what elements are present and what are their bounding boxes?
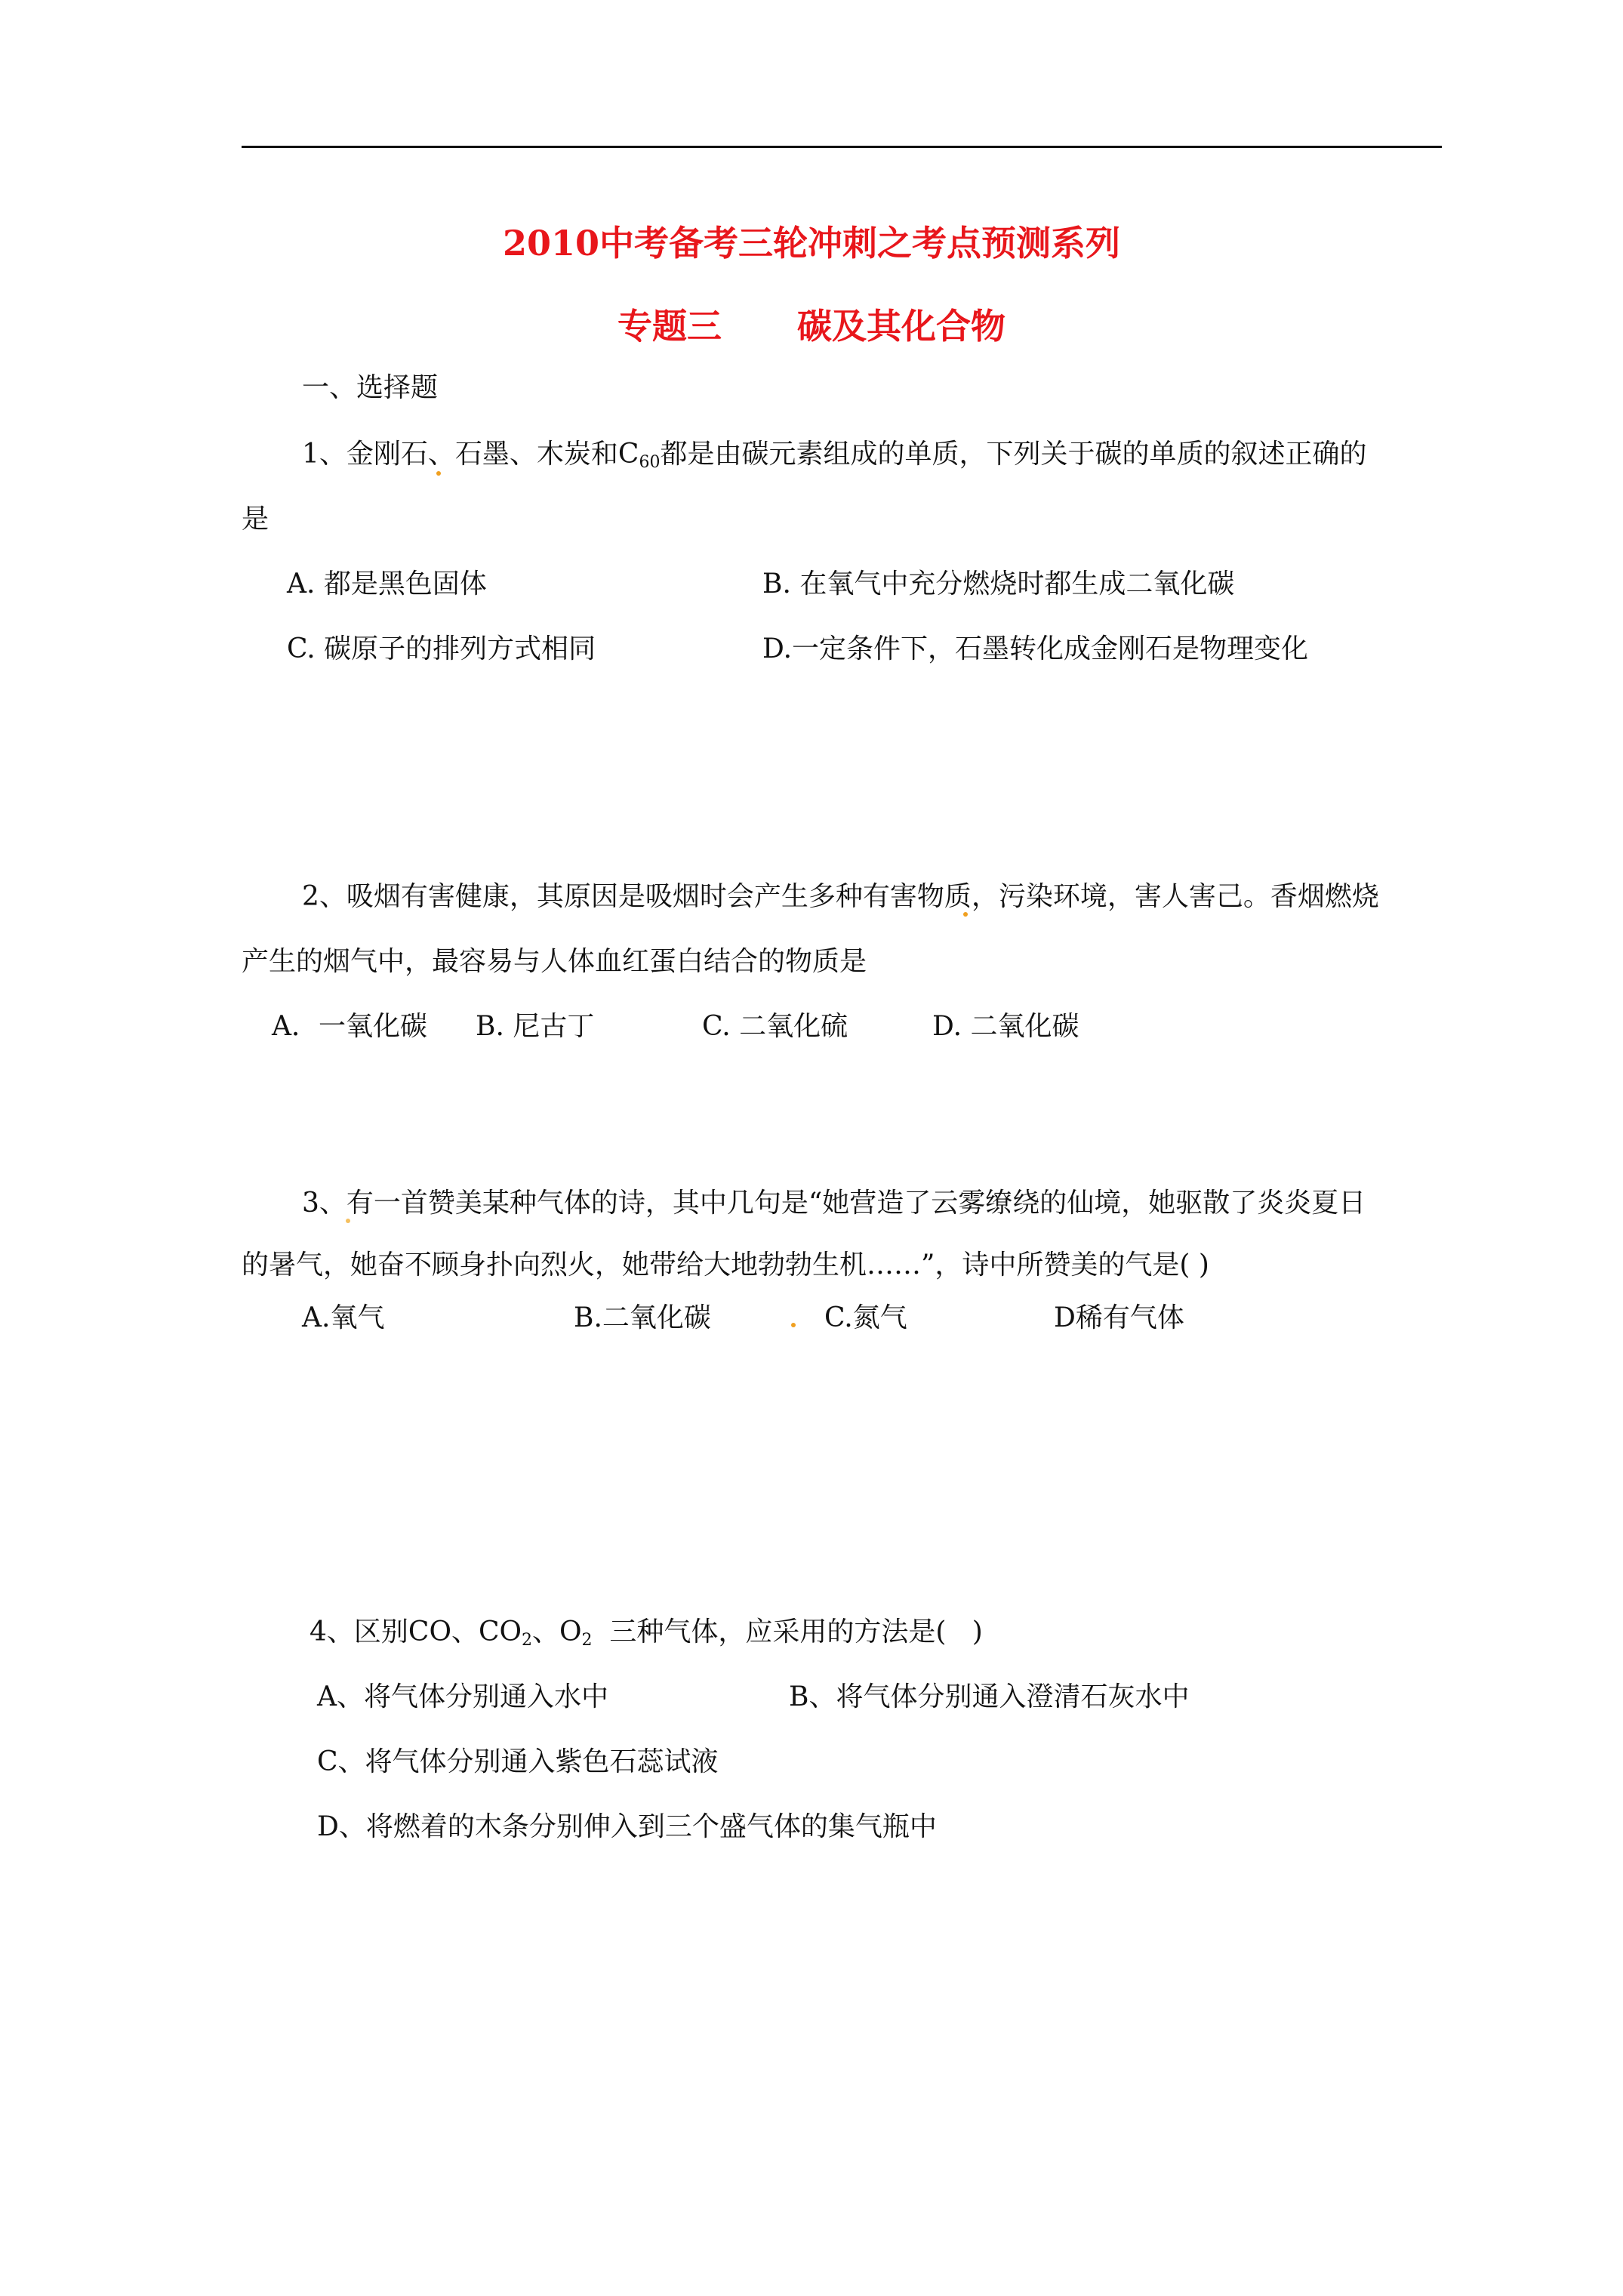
- stray-mark: [436, 471, 441, 476]
- page-title: 2010中考备考三轮冲刺之考点预测系列: [502, 223, 1121, 264]
- q2-stem-line2: 产生的烟气中，最容易与人体血红蛋白结合的物质是: [242, 946, 867, 977]
- section-heading: 一、选择题: [302, 372, 439, 403]
- q1-option-b: B. 在氧气中充分燃烧时都生成二氧化碳: [762, 569, 1235, 599]
- page-subtitle: [0, 299, 1623, 349]
- q3-option-d: D稀有气体: [1054, 1302, 1184, 1333]
- subtitle-topic-number: 专题三: [617, 306, 722, 347]
- q3-option-c: C.氮气: [824, 1302, 907, 1333]
- q4-stem: 4、区别CO、$CO_2$、$O_2$ 三种气体，应采用的方法是( ): [310, 1616, 983, 1650]
- q1-option-a: A. 都是黑色固体: [287, 569, 487, 599]
- q1-stem-line2: 是: [242, 504, 269, 535]
- q4-option-d: D、将燃着的木条分别伸入到三个盛气体的集气瓶中: [317, 1811, 937, 1842]
- q2-option-c: C. 二氧化硫: [702, 1011, 848, 1042]
- q3-option-b: B.二氧化碳: [574, 1302, 711, 1333]
- q3-stem-line2: 的暑气，她奋不顾身扑向烈火，她带给大地勃勃生机……”，诗中所赞美的气是( ): [242, 1250, 1209, 1281]
- q2-option-d: D. 二氧化碳: [932, 1011, 1079, 1042]
- stray-mark: [963, 912, 968, 917]
- stray-mark: [791, 1323, 796, 1327]
- q1-stem-line1: 1、金刚石、石墨、木炭和$C_{60}$都是由碳元素组成的单质，下列关于碳的单质的叙述正确的: [302, 439, 1367, 472]
- q2-stem-line1: 2、吸烟有害健康，其原因是吸烟时会产生多种有害物质，污染环境，害人害己。香烟燃烧: [302, 881, 1379, 912]
- subtitle-topic-name: 碳及其化合物: [797, 306, 1006, 347]
- q3-stem-line1: 3、有一首赞美某种气体的诗，其中几句是“她营造了云雾缭绕的仙境，她驱散了炎炎夏日: [302, 1188, 1366, 1219]
- stray-mark: [346, 1219, 350, 1223]
- q1-option-d: D.一定条件下，石墨转化成金刚石是物理变化: [762, 633, 1309, 664]
- q2-option-a: A．一氧化碳: [272, 1011, 427, 1042]
- q3-option-a: A.氧气: [302, 1302, 385, 1333]
- q2-option-b: B. 尼古丁: [476, 1011, 595, 1042]
- q1-option-c: C. 碳原子的排列方式相同: [287, 633, 596, 664]
- q4-option-a: A、将气体分别通入水中: [317, 1681, 608, 1712]
- header-rule: [242, 146, 1442, 148]
- q4-option-c: C、将气体分别通入紫色石蕊试液: [317, 1746, 719, 1777]
- q4-option-b: B、将气体分别通入澄清石灰水中: [789, 1681, 1190, 1712]
